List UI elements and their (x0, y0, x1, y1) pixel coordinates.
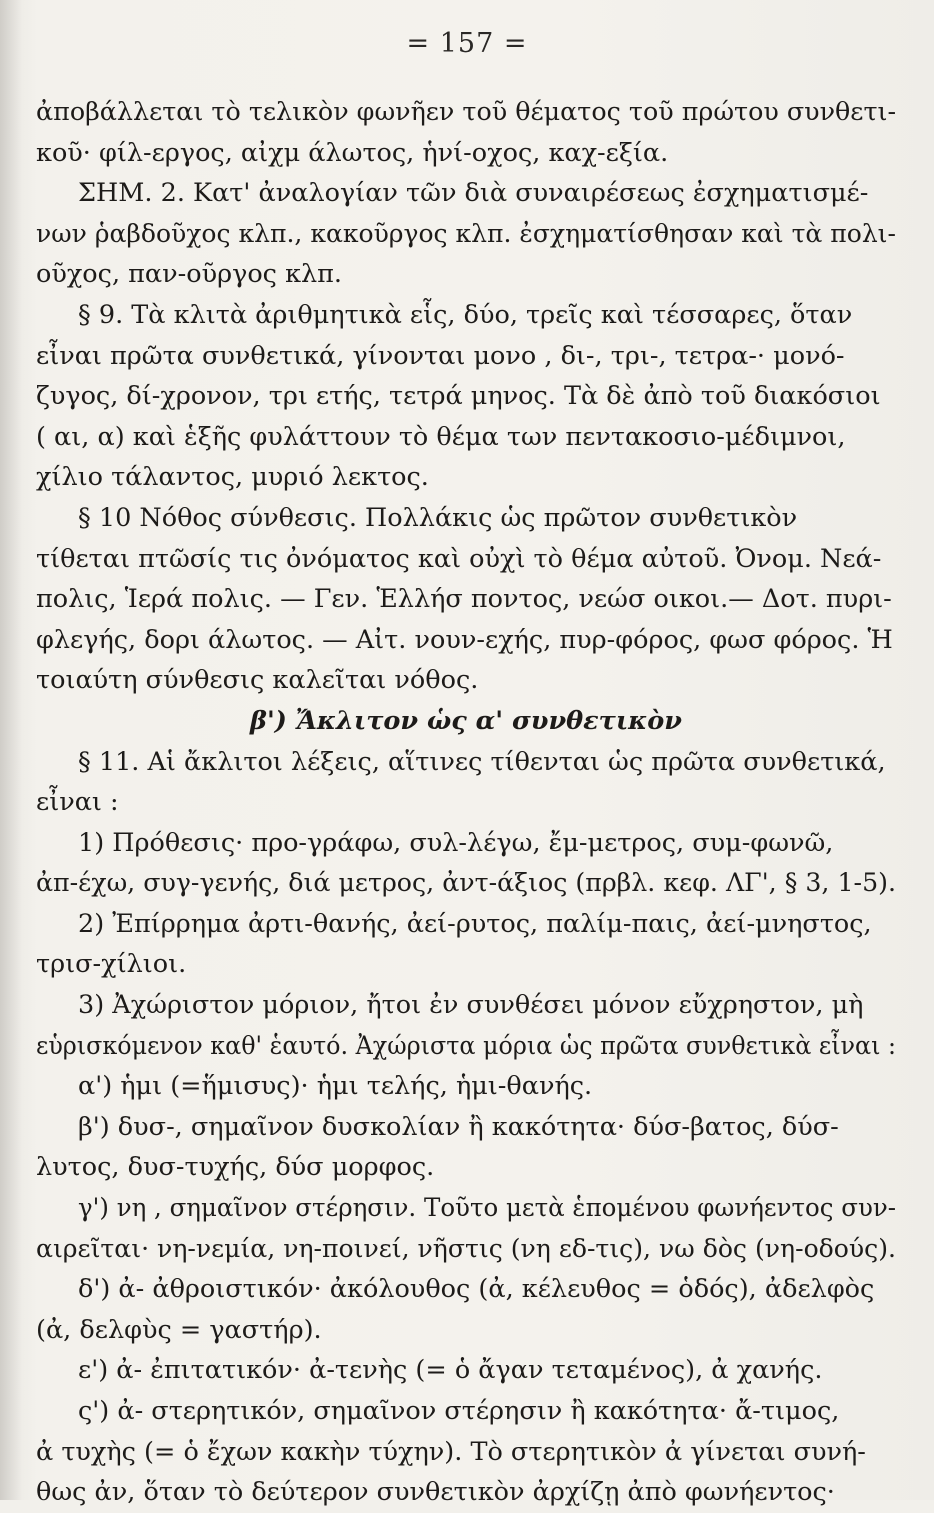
text-line: 3) Ἀχώριστον μόριον, ἤτοι ἐν συνθέσει μόνον εὔχρηστον, μὴ (78, 990, 864, 1021)
text-line: τοιαύτη σύνθεσις καλεῖται νόθος. (36, 665, 479, 696)
text-line: β') δυσ-, σημαῖνον δυσκολίαν ἢ κακότητα· δύσ-βατος, δύσ- (78, 1111, 839, 1142)
text-line: τρισ-χίλιοι. (36, 949, 187, 980)
text-line: § 11. Αἱ ἄκλιτοι λέξεις, αἵτινες τίθενται ὡς πρῶτα συνθετικά, (78, 746, 886, 777)
section-heading: β') Ἄκλιτον ὡς α' συνθετικὸν (250, 705, 682, 736)
text-line: πολις, Ἱερά πολις. — Γεν. Ἑλλήσ ποντος, νεώσ οικοι.— Δοτ. πυρι- (36, 584, 892, 615)
text-line: δ') ἀ- ἀθροιστικόν· ἀκόλουθος (ἀ, κέλευθος = ὁδός), ἀδελφὸς (78, 1274, 875, 1305)
text-line: αιρεῖται· νη-νεμία, νη-ποινεί, νῆστις (νη εδ-τις), νω δὸς (νη-οδούς). (36, 1233, 897, 1264)
text-line: οῦχος, παν-οῦργος κλπ. (36, 259, 343, 290)
text-line: κοῦ· φίλ-εργος, αἰχμ άλωτος, ἡνί-οχος, καχ-εξία. (36, 137, 669, 168)
text-line: εἶναι : (36, 787, 119, 818)
text-line: λυτος, δυσ-τυχής, δύσ μορφος. (36, 1152, 435, 1183)
text-line: ε') ἀ- ἐπιτατικόν· ἀ-τενὴς (= ὁ ἄγαν τεταμένος), ἀ χανής. (78, 1355, 823, 1386)
text-line: ς') ἀ- στερητικόν, σημαῖνον στέρησιν ἢ κακότητα· ἄ-τιμος, (78, 1396, 840, 1426)
binding-shadow (0, 0, 22, 1500)
text-line: τίθεται πτῶσίς τις ὀνόματος καὶ οὐχὶ τὸ θέμα αὐτοῦ. Ὀνομ. Νεά- (36, 543, 882, 574)
text-line: γ') νη , σημαῖνον στέρησιν. Τοῦτο μετὰ ἑπομένου φωνήεντος συν- (78, 1193, 896, 1224)
text-line: νων ῥαβδοῦχος κλπ., κακοῦργος κλπ. ἐσχηματίσθησαν καὶ τὰ πολι- (36, 218, 896, 249)
text-line: α') ἡμι (=ἥμισυς)· ἡμι τελής, ἡμι-θανής. (78, 1071, 593, 1102)
text-line: 1) Πρόθεσις· προ-γράφω, συλ-λέγω, ἔμ-μετρος, συμ-φωνῶ, (78, 827, 834, 858)
text-line: ἀποβάλλεται τὸ τελικὸν φωνῆεν τοῦ θέματος τοῦ πρώτου συνθετι- (36, 97, 897, 127)
text-line: χίλιο τάλαντος, μυριό λεκτος. (36, 462, 429, 493)
text-line: § 10 Νόθος σύνθεσις. Πολλάκις ὡς πρῶτον συνθετικὸν (78, 502, 798, 533)
text-line: θως ἀν, ὅταν τὸ δεύτερον συνθετικὸν ἀρχίζῃ ἀπὸ φωνήεντος· (36, 1477, 835, 1508)
text-line: 2) Ἐπίρρημα ἀρτι-θανής, ἀεί-ρυτος, παλίμ-παις, ἀεί-μνηστος, (78, 908, 872, 939)
text-line: ζυγος, δί-χρονον, τρι ετής, τετρά μηνος. Τὰ δὲ ἀπὸ τοῦ διακόσιοι (36, 381, 881, 412)
body-text (36, 92, 896, 1513)
text-line: ΣΗΜ. 2. Κατ' ἀναλογίαν τῶν διὰ συναιρέσεως ἐσχηματισμέ- (78, 178, 869, 209)
text-line: εὑρισκόμενον καθ' ἑαυτό. Ἀχώριστα μόρια ὡς πρῶτα συνθετικὰ εἶναι : (36, 1030, 897, 1061)
text-line: φλεγής, δορι άλωτος. — Αἰτ. νουν-εχής, πυρ-φόρος, φωσ φόρος. Ἡ (36, 624, 893, 655)
page-number: = 157 = (406, 28, 528, 59)
text-line: ἀπ-έχω, συγ-γενής, διά μετρος, ἀντ-άξιος (πρβλ. κεφ. ΛΓ', § 3, 1-5). (36, 868, 897, 899)
text-line: ( αι, α) καὶ ἑξῆς φυλάττουν τὸ θέμα των πεντακοσιο-μέδιμνοι, (36, 421, 846, 452)
text-line: ἀ τυχὴς (= ὁ ἔχων κακὴν τύχην). Τὸ στερητικὸν ἀ γίνεται συνή- (36, 1436, 866, 1467)
text-line: (ἀ, δελφὺς = γαστήρ). (36, 1314, 322, 1345)
text-line: εἶναι πρῶτα συνθετικά, γίνονται μονο , δι-, τρι-, τετρα-· μονό- (36, 340, 845, 371)
text-line: § 9. Τὰ κλιτὰ ἀριθμητικὰ εἷς, δύο, τρεῖς καὶ τέσσαρες, ὅταν (78, 299, 853, 330)
